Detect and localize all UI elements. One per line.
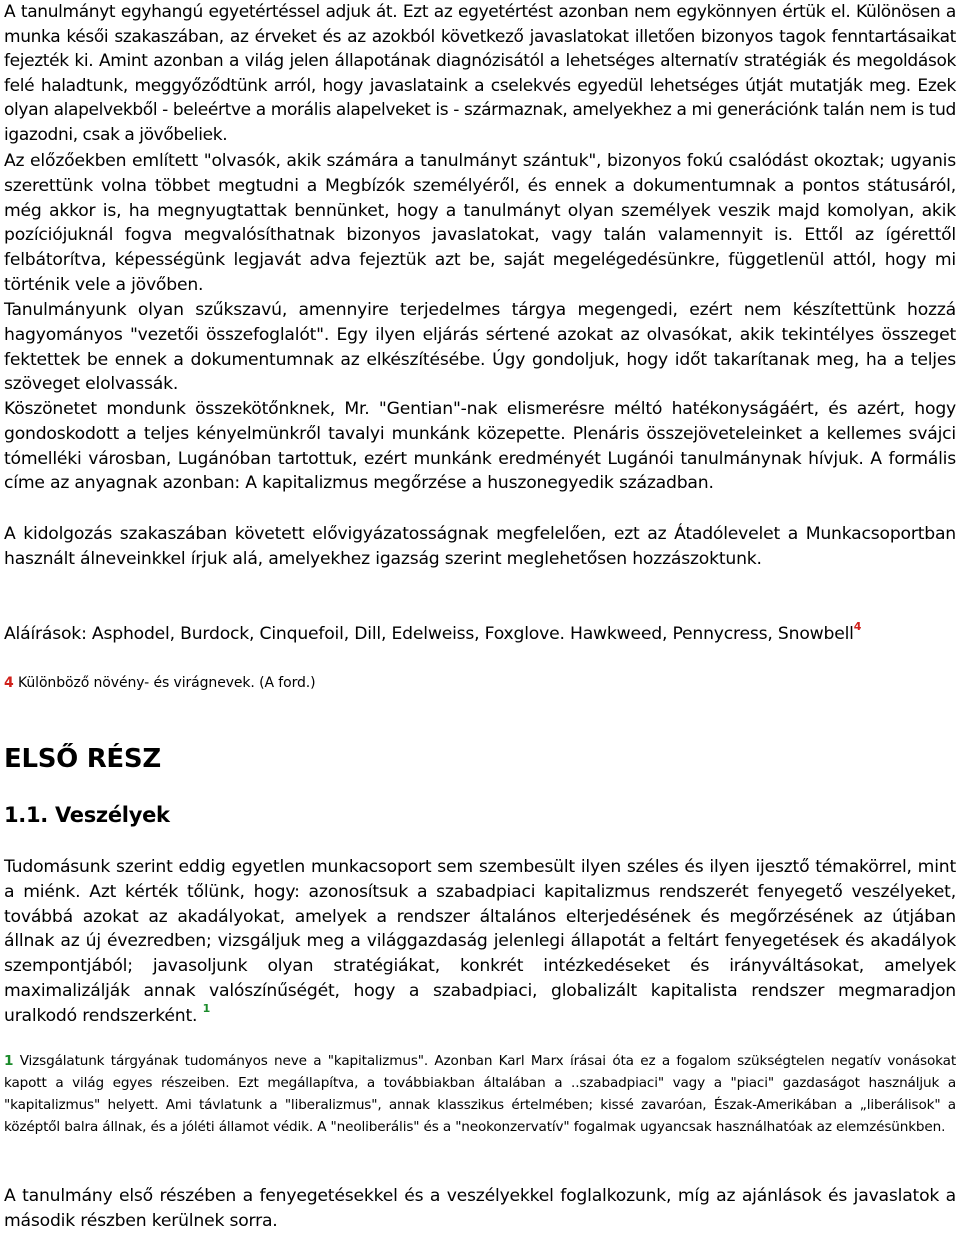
footnote-4-number: 4 bbox=[4, 675, 14, 691]
part-title: ELSŐ RÉSZ bbox=[4, 744, 161, 774]
section-paragraph-1 bbox=[4, 855, 956, 1029]
intro-paragraph-1: A tanulmányt egyhangú egyetértéssel adjuk át. Ezt az egyetértést azonban nem egykönnyen értük el. Különösen a munka késői szakaszában, az érveket és az azokból következő javaslatokat illetően bizonyos tagok fenntartásaikat fejezték ki. Amint azonban a világ jelen állapotának diagnózisától a lehetséges alternatív stratégiák és megoldások felé haladtunk, meggyőződtünk arról, hogy javaslataink a cselekvés egyedül lehetséges útját mutatják meg. Ezek olyan alapelvekből - beleértve a morális alapelveket is - származnak, amelyekhez a mi generációnk talán nem is tud igazodni, csak a jövőbeliek. bbox=[4, 2, 956, 145]
intro-paragraph-3: Tanulmányunk olyan szűkszavú, amennyire terjedelmes tárgya megengedi, ezért nem készítettünk hozzá hagyományos "vezetői összefoglalót". Egy ilyen eljárás sértené azokat az olvasókat, akik tekintélyes összeget fektettek be ennek a dokumentumnak az elkészítésébe. Úgy gondoljuk, hogy időt takarítanak meg, ha a teljes szöveget elolvassák. bbox=[4, 300, 956, 395]
signatures-line bbox=[4, 622, 956, 647]
intro-paragraph-4: Köszönetet mondunk összekötőnknek, Mr. "Gentian"-nak elismerésre méltó hatékonyságáért, és azért, hogy gondoskodott a teljes kényelmünkről tavalyi munkánk közepette. Plenáris összejöveteleinket a kellemes svájci tómelléki városban, Lugánóban tartottuk, ezért munkánk eredményét Lugánói tanulmánynak hívjuk. A formális címe az anyagnak azonban: A kapitalizmus megőrzése a huszonegyedik században. bbox=[4, 399, 956, 494]
footnote-ref-4[interactable]: 4 bbox=[853, 620, 862, 633]
intro-paragraph-2: Az előzőekben említett "olvasók, akik számára a tanulmányt szántuk", bizonyos fokú csalódást okoztak; ugyanis szerettünk volna többet megtudni a Megbízók személyéről, és ennek a dokumentumnak a pontos státusáról, még akkor is, ha megnyugtattak bennünket, hogy a tanulmányt olyan személyek veszik majd komolyan, akik pozíciójuknál fogva megvalósíthatnak bizonyos javaslatokat, vagy talán valamennyit is. Ettől az ígérettől felbátorítva, képességünk legjavát adva fejeztük azt be, saját megelégedésünkre, függetlenül attól, hogy mi történik vele a jövőben. bbox=[4, 151, 956, 295]
footnote-ref-1[interactable]: 1 bbox=[202, 1001, 211, 1015]
section-title: 1.1. Veszélyek bbox=[4, 803, 170, 827]
footnote-4-text: Különböző növény- és virágnevek. (A ford.) bbox=[18, 675, 316, 691]
footnote-1 bbox=[4, 1050, 956, 1138]
footnote-4 bbox=[4, 672, 956, 694]
footnote-1-text: Vizsgálatunk tárgyának tudományos neve a "kapitalizmus". Azonban Karl Marx írásai óta ez a fogalom szükségtelen negatív vonásokat kapott a világ egyes részeiben. Ezt megállapítva, a továbbiakban általában a ..szabadpiaci" vagy a "piaci" gazdaságot használjuk a "kapitalizmus" helyett. Ami távlatunk a "liberalizmus", annak klasszikus értelmében; kissé zavaróan, Észak-Amerikában a „liberálisok" a középtől balra állnak, és a jóléti államot védik. A "neoliberális" és a "neokonzervatív" fogalmak ugyancsak használhatóak az elemzésünkben. bbox=[4, 1053, 956, 1135]
closing-paragraph: A tanulmány első részében a fenyegetésekkel és a veszélyekkel foglalkozunk, míg az ajánlások és javaslatok a második részben kerülnek sorra. bbox=[4, 1186, 956, 1231]
signatures-text: Aláírások: Asphodel, Burdock, Cinquefoil, Dill, Edelweiss, Foxglove. Hawkweed, Pennycress, Snowbell bbox=[4, 624, 854, 644]
intro-paragraph-5: A kidolgozás szakaszában követett elővigyázatosságnak megfelelően, ezt az Átadólevelet a Munkacsoportban használt álneveinkkel írjuk alá, amelyekhez igazság szerint meglehetősen hozzászoktunk. bbox=[4, 524, 956, 569]
footnote-1-number: 1 bbox=[4, 1053, 14, 1069]
section-paragraph-1-text: Tudomásunk szerint eddig egyetlen munkacsoport sem szembesült ilyen széles és ilyen ijesztő témakörrel, mint a miénk. Azt kérték tőlünk, hogy: azonosítsuk a szabadpiaci kapitalizmus rendszerét fenyegető veszélyeket, továbbá azokat az akadályokat, amelyek a rendszer általános elterjedésének és megőrzésének az útjában állnak az új évezredben; vizsgáljuk meg a világgazdaság jelenlegi állapotát a feltárt fenyegetések és akadályok szempontjából; javasoljunk olyan stratégiákat, konkrét intézkedéseket és irányváltásokat, amelyek maximalizálják annak valószínűségét, hogy a szabadpiaci, globalizált kapitalista rendszer megmaradjon uralkodó rendszerként. bbox=[4, 857, 956, 1026]
